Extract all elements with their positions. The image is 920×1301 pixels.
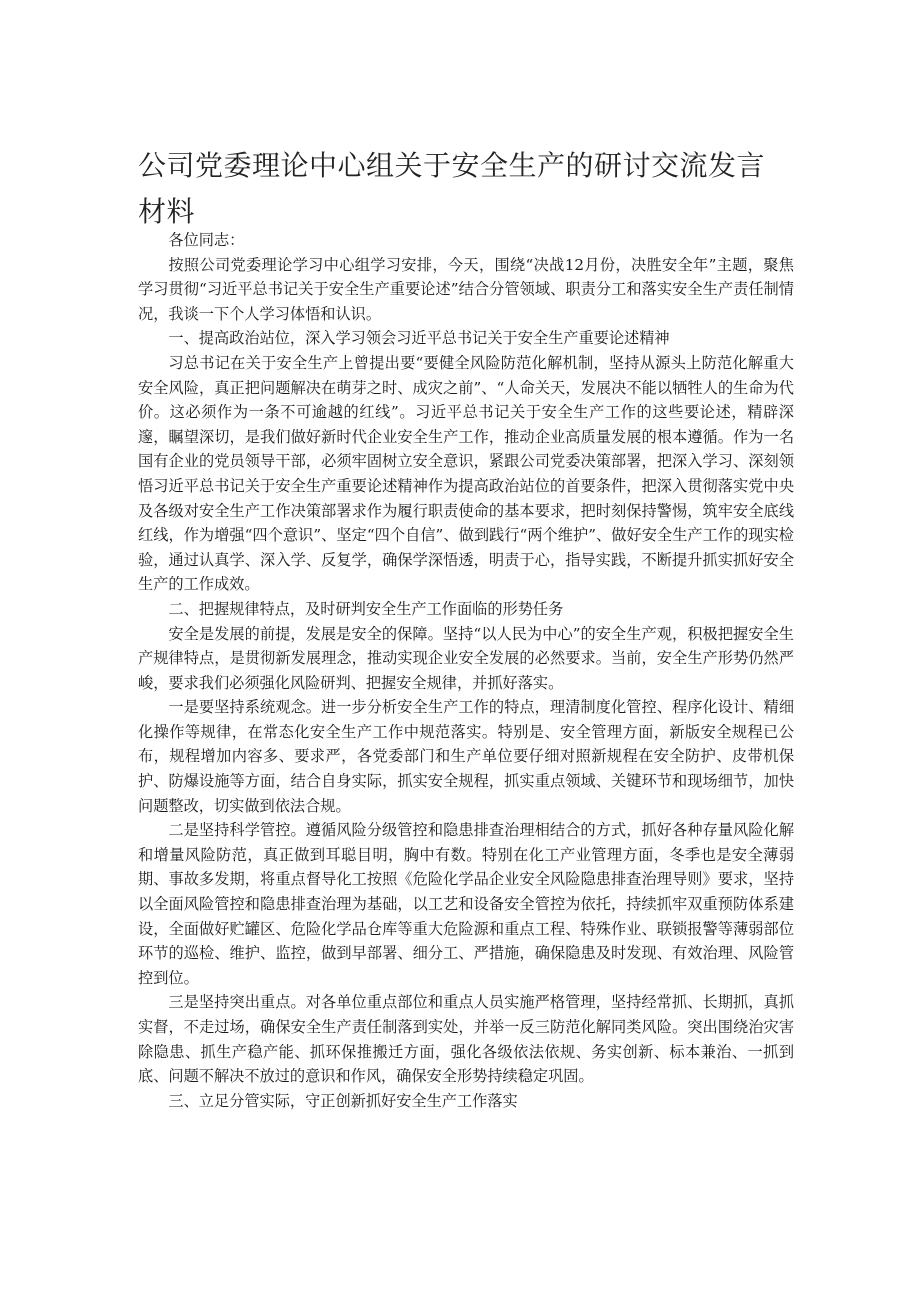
intro-paragraph: 按照公司党委理论学习中心组学习安排，今天，围绕“决战12月份，决胜安全年”主题，聚焦学习贯彻“习近平总书记关于安全生产重要论述”结合分管领域、职责分工和落实安全生产责任制情况，我谈一下个人学习体悟和认识。: [138, 255, 794, 323]
section-heading-3: 三、立足分管实际，守正创新抓好安全生产工作落实: [168, 1091, 518, 1110]
paragraph: 二是坚持科学管控。遵循风险分级管控和隐患排查治理相结合的方式，抓好各种存量风险化解和增量风险防范，真正做到耳聪目明，胸中有数。特别在化工产业管理方面，冬季也是安全薄弱期、事故多发期，将重点督导化工按照《危险化学品企业安全风险隐患排查治理导则》要求，坚持以全面风险管控和隐患排查治理为基础，以工艺和设备安全管控为依托，持续抓牢双重预防体系建设，全面做好贮罐区、危险化学品仓库等重大危险源和重点工程、特殊作业、联锁报警等薄弱部位环节的巡检、维护、监控，做到早部署、细分工、严措施，确保隐患及时发现、有效治理、风险管控到位。: [138, 821, 794, 987]
paragraph: 习总书记在关于安全生产上曾提出要“要健全风险防范化解机制，坚持从源头上防范化解重大安全风险，真正把问题解决在萌芽之时、成灾之前”、“人命关天，发展决不能以牺牲人的生命为代价。这必须作为一条不可逾越的红线”。习近平总书记关于安全生产工作的这些要论述，精辟深邃，瞩望深切，是我们做好新时代企业安全生产工作，推动企业高质量发展的根本遵循。作为一名国有企业的党员领导干部，必须牢固树立安全意识，紧跟公司党委决策部署，把深入学习、深刻领悟习近平总书记关于安全生产重要论述精神作为提高政治站位的首要条件，把深入贯彻落实党中央及各级对安全生产工作决策部署求作为履行职责使命的基本要求，把时刻保持警惕，筑牢安全底线红线，作为增强“四个意识”、坚定“四个自信”、做到践行“两个维护”、做好安全生产工作的现实检验，通过认真学、深入学、反复学，确保学深悟透，明责于心，指导实践，不断提升抓实抓好安全生产的工作成效。: [138, 353, 794, 594]
section-heading-2: 二、把握规律特点，及时研判安全生产工作面临的形势任务: [168, 599, 564, 618]
document-title: [138, 143, 778, 235]
title-line-2: 材料: [138, 194, 196, 228]
paragraph: 一是要坚持系统观念。进一步分析安全生产工作的特点，理清制度化管控、程序化设计、精细化操作等规律，在常态化安全生产工作中规范落实。特别是、安全管理方面，新版安全规程已公布，规程增加内容多、要求严，各党委部门和生产单位要仔细对照新规程在安全防护、皮带机保护、防爆设施等方面，结合自身实际，抓实安全规程，抓实重点领域、关键环节和现场细节，加快问题整改，切实做到依法合规。: [138, 698, 794, 815]
paragraph: 安全是发展的前提，发展是安全的保障。坚持“以人民为中心”的安全生产观，积极把握安全生产规律特点，是贯彻新发展理念，推动实现企业安全发展的必然要求。当前，安全生产形势仍然严峻，要求我们必须强化风险研判、把握安全规律，并抓好落实。: [138, 624, 794, 692]
title-line-1: 公司党委理论中心组关于安全生产的研讨交流发言: [138, 148, 766, 182]
paragraph: 三是坚持突出重点。对各单位重点部位和重点人员实施严格管理，坚持经常抓、长期抓，真抓实督，不走过场，确保安全生产责任制落到实处，并举一反三防范化解同类风险。突出围绕治灾害除隐患、抓生产稳产能、抓环保推搬迁方面，强化各级依法依规、务实创新、标本兼治、一抓到底、问题不解决不放过的意识和作风，确保安全形势持续稳定巩固。: [138, 993, 794, 1086]
document-body: [138, 228, 794, 1113]
section-heading-1: 一、提高政治站位，深入学习领会习近平总书记关于安全生产重要论述精神: [168, 329, 670, 348]
salutation: 各位同志：: [168, 231, 245, 249]
